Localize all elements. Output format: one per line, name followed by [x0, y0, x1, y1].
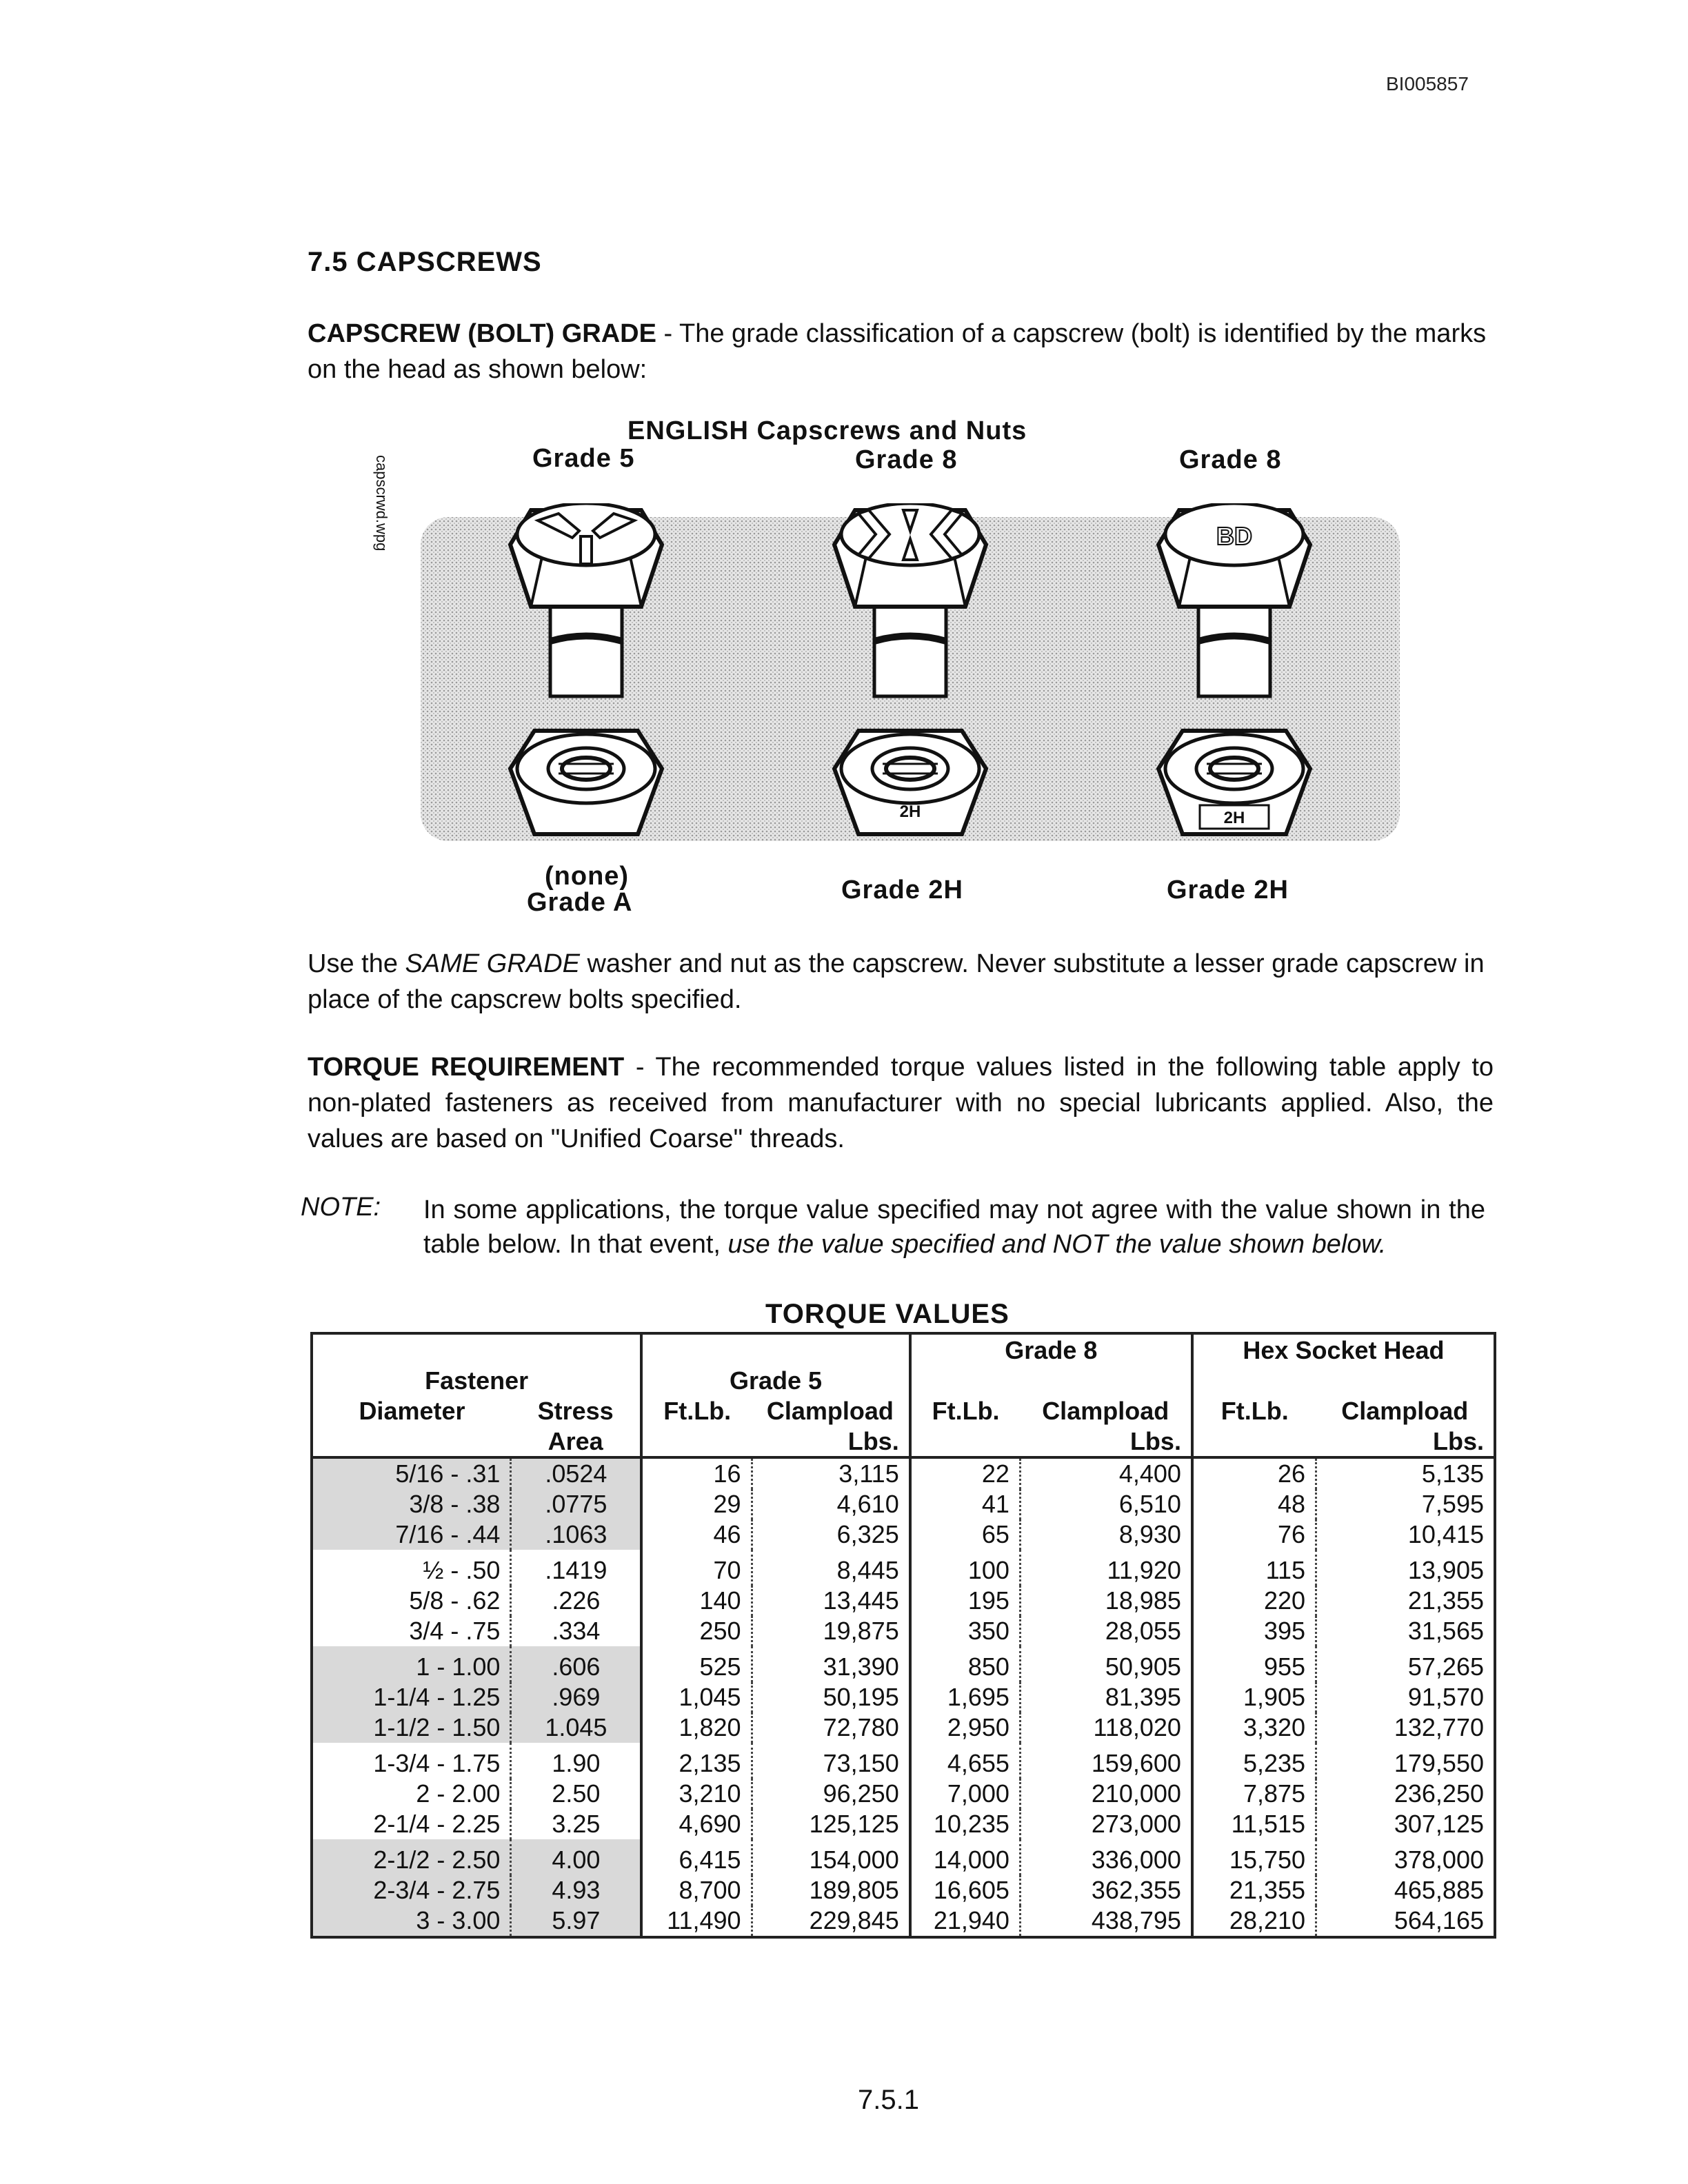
- table-row: [312, 1712, 1495, 1743]
- hex-clamp-cell: 13,905: [1407, 1556, 1484, 1584]
- g5-ftlb-cell: 8,700: [641, 1875, 752, 1905]
- header-hex-lbs: Lbs.: [1432, 1427, 1484, 1455]
- hex-ftlb-cell: 220: [1192, 1586, 1316, 1616]
- g8-ftlb-cell: 4,655: [910, 1743, 1021, 1779]
- figure-label-none: (none): [545, 862, 630, 891]
- figure-title: ENGLISH Capscrews and Nuts: [627, 416, 1027, 445]
- g8-ftlb-cell: 850: [910, 1646, 1021, 1682]
- g8-ftlb-cell: 100: [910, 1550, 1021, 1586]
- table-row: [312, 1586, 1495, 1616]
- header-hex-clamp: Clampload: [1341, 1397, 1469, 1425]
- g8-ftlb-cell: 10,235: [910, 1809, 1021, 1839]
- header-fastener: Fastener: [312, 1365, 641, 1395]
- table-header-row-4: [312, 1426, 1495, 1457]
- g8-clamp-cell: 28,055: [1020, 1616, 1192, 1646]
- table-row: [312, 1519, 1495, 1550]
- diameter-cell: 2-1/4 - 2.25: [312, 1809, 511, 1839]
- g8-clamp-cell: 210,000: [1020, 1779, 1192, 1809]
- table-row: [312, 1743, 1495, 1779]
- grade-paragraph-body: - The grade classification of a capscrew (bolt) is identified by the marks on the head as shown below:: [308, 319, 1487, 384]
- washer-paragraph-emph: SAME GRADE: [405, 949, 580, 978]
- table-body: [312, 1457, 1495, 1937]
- hex-clamp-cell: 132,770: [1394, 1713, 1484, 1741]
- g8-clamp-cell: 438,795: [1020, 1905, 1192, 1937]
- header-g5-lbs: Lbs.: [752, 1426, 910, 1457]
- page-number: 7.5.1: [858, 2085, 919, 2115]
- nut-grade-2h-icon: [834, 731, 986, 834]
- stress-area-cell: 4.00: [511, 1839, 641, 1875]
- diameter-cell: 5/16 - .31: [312, 1457, 511, 1489]
- table-row: [312, 1489, 1495, 1519]
- hex-clamp-cell: 91,570: [1407, 1683, 1484, 1711]
- diameter-cell: ½ - .50: [312, 1550, 511, 1586]
- stress-area-cell: 4.93: [511, 1875, 641, 1905]
- g5-clamp-cell: 6,325: [752, 1519, 910, 1550]
- torque-paragraph: [308, 1049, 1494, 1157]
- table-row: [312, 1616, 1495, 1646]
- grade-paragraph-lead: CAPSCREW (BOLT) GRADE: [308, 319, 656, 348]
- grade-paragraph: [308, 316, 1494, 387]
- hex-ftlb-cell: 1,905: [1192, 1682, 1316, 1712]
- g5-clamp-cell: 8,445: [752, 1550, 910, 1586]
- g5-clamp-cell: 73,150: [752, 1743, 910, 1779]
- g5-ftlb-cell: 1,820: [641, 1712, 752, 1743]
- torque-table: [310, 1332, 1496, 1987]
- torque-values-table: [310, 1332, 1496, 1939]
- g5-clamp-cell: 125,125: [752, 1809, 910, 1839]
- header-area: Area: [511, 1426, 641, 1457]
- hex-clamp-cell: 31,565: [1407, 1617, 1484, 1645]
- table-header-row-1: [312, 1333, 1495, 1365]
- hex-clamp-cell: 564,165: [1394, 1906, 1484, 1934]
- stress-area-cell: .1063: [511, 1519, 641, 1550]
- hex-ftlb-cell: 3,320: [1192, 1712, 1316, 1743]
- diameter-cell: 5/8 - .62: [312, 1586, 511, 1616]
- stress-area-cell: 1.90: [511, 1743, 641, 1779]
- g5-ftlb-cell: 140: [641, 1586, 752, 1616]
- g5-ftlb-cell: 250: [641, 1616, 752, 1646]
- g8-ftlb-cell: 41: [910, 1489, 1021, 1519]
- nut-marking-a: 2H: [899, 802, 921, 821]
- hex-ftlb-cell: 76: [1192, 1519, 1316, 1550]
- section-title: 7.5 CAPSCREWS: [308, 247, 542, 277]
- nut-marking-b: 2H: [1223, 809, 1245, 827]
- g5-ftlb-cell: 1,045: [641, 1682, 752, 1712]
- g8-clamp-cell: 6,510: [1020, 1489, 1192, 1519]
- hex-clamp-cell: 10,415: [1407, 1520, 1484, 1548]
- diameter-cell: 2-1/2 - 2.50: [312, 1839, 511, 1875]
- hex-ftlb-cell: 5,235: [1192, 1743, 1316, 1779]
- header-stress: Stress: [511, 1395, 641, 1426]
- document-id: BI005857: [1386, 73, 1469, 94]
- header-diameter: Diameter: [359, 1397, 465, 1425]
- stress-area-cell: 2.50: [511, 1779, 641, 1809]
- header-hex-socket: Hex Socket Head: [1243, 1336, 1445, 1364]
- stress-area-cell: .226: [511, 1586, 641, 1616]
- diameter-cell: 2 - 2.00: [312, 1779, 511, 1809]
- g5-clamp-cell: 229,845: [752, 1905, 910, 1937]
- g5-ftlb-cell: 46: [641, 1519, 752, 1550]
- stress-area-cell: .0775: [511, 1489, 641, 1519]
- diameter-cell: 1-1/4 - 1.25: [312, 1682, 511, 1712]
- g5-clamp-cell: 189,805: [752, 1875, 910, 1905]
- table-row: [312, 1682, 1495, 1712]
- g5-ftlb-cell: 525: [641, 1646, 752, 1682]
- g8-clamp-cell: 8,930: [1020, 1519, 1192, 1550]
- g5-ftlb-cell: 6,415: [641, 1839, 752, 1875]
- figure-label-grade2h-b: Grade 2H: [1167, 876, 1289, 904]
- note-label: NOTE:: [301, 1193, 381, 1222]
- table-row: [312, 1646, 1495, 1682]
- g8-clamp-cell: 18,985: [1020, 1586, 1192, 1616]
- g5-clamp-cell: 31,390: [752, 1646, 910, 1682]
- hex-clamp-cell: 307,125: [1394, 1810, 1484, 1838]
- stress-area-cell: .334: [511, 1616, 641, 1646]
- diameter-cell: 2-3/4 - 2.75: [312, 1875, 511, 1905]
- stress-area-cell: 5.97: [511, 1905, 641, 1937]
- hex-ftlb-cell: 21,355: [1192, 1875, 1316, 1905]
- g5-ftlb-cell: 3,210: [641, 1779, 752, 1809]
- header-g5-ftlb: Ft.Lb.: [663, 1397, 732, 1425]
- g8-clamp-cell: 273,000: [1020, 1809, 1192, 1839]
- header-hex-ftlb: Ft.Lb.: [1220, 1397, 1289, 1425]
- note-text: [423, 1193, 1485, 1262]
- diameter-cell: 7/16 - .44: [312, 1519, 511, 1550]
- header-g5-clamp: Clampload: [752, 1395, 910, 1426]
- header-g8-lbs: Lbs.: [1020, 1426, 1192, 1457]
- g8-clamp-cell: 118,020: [1020, 1712, 1192, 1743]
- figure-label-grade8-b: Grade 8: [1179, 445, 1282, 474]
- note-text-pre: In some applications, the torque value specified may not agree with the value shown in the table below. In that event,: [423, 1195, 1485, 1259]
- stress-area-cell: .0524: [511, 1457, 641, 1489]
- torque-paragraph-body: - The recommended torque values listed in the following table apply to non-plated fasteners as received from manufacturer with no special lubricants applied. Also, the values are based on "Unified Coarse" threads.: [308, 1053, 1494, 1153]
- hex-clamp-cell: 465,885: [1394, 1876, 1484, 1904]
- g5-clamp-cell: 50,195: [752, 1682, 910, 1712]
- stress-area-cell: 3.25: [511, 1809, 641, 1839]
- nut-grade-a-icon: [510, 731, 662, 834]
- figure-label-grade2h-a: Grade 2H: [841, 876, 963, 904]
- g8-clamp-cell: 81,395: [1020, 1682, 1192, 1712]
- hex-ftlb-cell: 11,515: [1192, 1809, 1316, 1839]
- header-grade5: Grade 5: [641, 1365, 910, 1395]
- figure-label-grade8-a: Grade 8: [855, 445, 958, 474]
- g8-clamp-cell: 50,905: [1020, 1646, 1192, 1682]
- g8-clamp-cell: 336,000: [1020, 1839, 1192, 1875]
- g8-ftlb-cell: 22: [910, 1457, 1021, 1489]
- hex-ftlb-cell: 48: [1192, 1489, 1316, 1519]
- hex-ftlb-cell: 115: [1192, 1550, 1316, 1586]
- hex-clamp-cell: 179,550: [1394, 1749, 1484, 1777]
- diameter-cell: 3 - 3.00: [312, 1905, 511, 1937]
- g5-ftlb-cell: 70: [641, 1550, 752, 1586]
- g8-ftlb-cell: 65: [910, 1519, 1021, 1550]
- hex-clamp-cell: 236,250: [1394, 1779, 1484, 1808]
- table-row: [312, 1839, 1495, 1875]
- g5-clamp-cell: 19,875: [752, 1616, 910, 1646]
- capscrew-nut-illustration: [414, 503, 1407, 862]
- washer-paragraph-pre: Use the: [308, 949, 405, 978]
- table-row: [312, 1779, 1495, 1809]
- g8-clamp-cell: 362,355: [1020, 1875, 1192, 1905]
- hex-clamp-cell: 57,265: [1407, 1652, 1484, 1681]
- hex-clamp-cell: 21,355: [1407, 1586, 1484, 1615]
- g8-clamp-cell: 11,920: [1020, 1550, 1192, 1586]
- stress-area-cell: .606: [511, 1646, 641, 1682]
- g5-ftlb-cell: 16: [641, 1457, 752, 1489]
- g5-clamp-cell: 154,000: [752, 1839, 910, 1875]
- g8-ftlb-cell: 16,605: [910, 1875, 1021, 1905]
- hex-ftlb-cell: 28,210: [1192, 1905, 1316, 1937]
- table-row: [312, 1550, 1495, 1586]
- g5-ftlb-cell: 2,135: [641, 1743, 752, 1779]
- g5-clamp-cell: 4,610: [752, 1489, 910, 1519]
- g5-ftlb-cell: 11,490: [641, 1905, 752, 1937]
- bolt-head-marking: BD: [1216, 522, 1252, 550]
- figure-label-grade5: Grade 5: [532, 444, 635, 473]
- diameter-cell: 3/8 - .38: [312, 1489, 511, 1519]
- table-row: [312, 1875, 1495, 1905]
- stress-area-cell: .969: [511, 1682, 641, 1712]
- diameter-cell: 3/4 - .75: [312, 1616, 511, 1646]
- g8-ftlb-cell: 350: [910, 1616, 1021, 1646]
- diameter-cell: 1 - 1.00: [312, 1646, 511, 1682]
- hex-ftlb-cell: 26: [1192, 1457, 1316, 1489]
- g5-clamp-cell: 96,250: [752, 1779, 910, 1809]
- header-g8-clamp: Clampload: [1020, 1395, 1192, 1426]
- figure-label-grade-a: Grade A: [527, 888, 633, 917]
- diameter-cell: 1-1/2 - 1.50: [312, 1712, 511, 1743]
- hex-ftlb-cell: 7,875: [1192, 1779, 1316, 1809]
- table-title: TORQUE VALUES: [765, 1299, 1009, 1329]
- table-row: [312, 1809, 1495, 1839]
- g8-ftlb-cell: 1,695: [910, 1682, 1021, 1712]
- stress-area-cell: .1419: [511, 1550, 641, 1586]
- g5-clamp-cell: 72,780: [752, 1712, 910, 1743]
- g5-clamp-cell: 3,115: [752, 1457, 910, 1489]
- hex-ftlb-cell: 15,750: [1192, 1839, 1316, 1875]
- g8-clamp-cell: 4,400: [1020, 1457, 1192, 1489]
- g8-ftlb-cell: 7,000: [910, 1779, 1021, 1809]
- g5-ftlb-cell: 4,690: [641, 1809, 752, 1839]
- nut-grade-2h-b-icon: [1158, 731, 1310, 834]
- diameter-cell: 1-3/4 - 1.75: [312, 1743, 511, 1779]
- hex-clamp-cell: 5,135: [1421, 1459, 1484, 1488]
- g8-ftlb-cell: 2,950: [910, 1712, 1021, 1743]
- washer-paragraph-post: washer and nut as the capscrew. Never substitute a lesser grade capscrew in place of the capscrew bolts specified.: [308, 949, 1485, 1014]
- torque-paragraph-lead: TORQUE REQUIREMENT: [308, 1053, 625, 1082]
- figure-file-label: capscrwd.wpg: [373, 455, 390, 552]
- table-row: [312, 1905, 1495, 1937]
- header-grade8: Grade 8: [910, 1333, 1192, 1365]
- g8-ftlb-cell: 21,940: [910, 1905, 1021, 1937]
- g8-clamp-cell: 159,600: [1020, 1743, 1192, 1779]
- g8-ftlb-cell: 195: [910, 1586, 1021, 1616]
- hex-ftlb-cell: 955: [1192, 1646, 1316, 1682]
- table-header-row-2: [312, 1365, 1495, 1395]
- washer-paragraph: [308, 946, 1494, 1018]
- g5-clamp-cell: 13,445: [752, 1586, 910, 1616]
- hex-clamp-cell: 378,000: [1394, 1846, 1484, 1874]
- hex-clamp-cell: 7,595: [1421, 1490, 1484, 1518]
- g5-ftlb-cell: 29: [641, 1489, 752, 1519]
- table-header-row-3: [312, 1395, 1495, 1426]
- table-row: [312, 1457, 1495, 1489]
- hex-ftlb-cell: 395: [1192, 1616, 1316, 1646]
- header-g8-ftlb: Ft.Lb.: [932, 1397, 1000, 1425]
- note-text-emph: use the value specified and NOT the value shown below.: [727, 1230, 1387, 1259]
- g8-ftlb-cell: 14,000: [910, 1839, 1021, 1875]
- stress-area-cell: 1.045: [511, 1712, 641, 1743]
